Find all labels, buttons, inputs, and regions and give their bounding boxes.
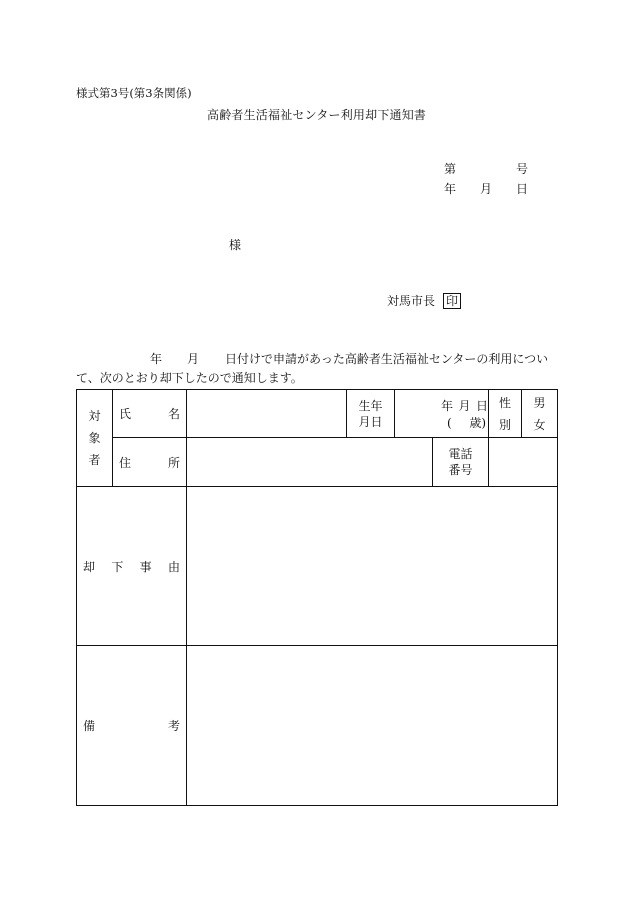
reason-label-char: 事	[139, 559, 152, 574]
issue-year: 年	[444, 182, 457, 196]
application-table	[76, 389, 558, 806]
address-label-char: 所	[167, 455, 180, 470]
subject-label-cell	[77, 390, 113, 487]
form-number: 様式第3号(第3条関係)	[76, 86, 192, 100]
name-field[interactable]	[187, 390, 347, 438]
document-title: 高齢者生活福祉センター利用却下通知書	[207, 108, 427, 122]
body-year: 年	[150, 352, 163, 366]
age-open: (	[446, 415, 452, 430]
birth-date-field[interactable]	[395, 390, 489, 438]
table-row	[77, 390, 558, 438]
birth-year-unit: 年	[441, 398, 454, 413]
reason-label-cell	[77, 487, 187, 646]
phone-label-cell	[433, 438, 489, 487]
issue-date	[444, 180, 528, 197]
sex-option-male[interactable]: 男	[533, 395, 546, 410]
doc-number-suffix: 号	[515, 162, 528, 176]
birth-label-cell	[347, 390, 395, 438]
issuer-title: 対馬市長	[387, 294, 436, 308]
seal-mark: 印	[443, 293, 461, 309]
sex-label-cell	[489, 390, 522, 438]
name-label-char: 名	[167, 407, 180, 421]
recipient-honorific: 様	[229, 238, 242, 252]
reason-label-char: 下	[111, 559, 124, 574]
birth-day-unit: 日	[476, 398, 489, 413]
reason-label-char: 由	[167, 559, 180, 574]
reason-field[interactable]	[187, 487, 558, 646]
doc-number-prefix: 第	[444, 162, 457, 176]
remarks-field[interactable]	[187, 646, 558, 806]
subject-label-char: 対	[88, 409, 101, 423]
issue-month: 月	[479, 182, 492, 196]
address-label-cell	[113, 438, 187, 487]
subject-label-char: 象	[88, 431, 101, 445]
remarks-label-cell	[77, 646, 187, 806]
sex-label-char: 性	[499, 395, 512, 410]
sex-options-cell[interactable]	[522, 390, 558, 438]
sex-option-female[interactable]: 女	[533, 417, 546, 432]
address-label-char: 住	[119, 455, 132, 470]
issuer	[387, 292, 461, 309]
birth-label-line: 生年	[358, 398, 383, 413]
reason-label-char: 却	[83, 559, 96, 574]
phone-label-line: 電話	[448, 447, 473, 461]
body-line-1-text: 日付けで申請があった高齢者生活福祉センターの利用につい	[225, 352, 549, 366]
birth-month-unit: 月	[458, 398, 471, 413]
document-number	[444, 160, 528, 177]
table-row	[77, 438, 558, 487]
body-line-2: て、次のとおり却下したので通知します。	[76, 371, 303, 385]
name-label-char: 氏	[119, 407, 132, 421]
table-row	[77, 487, 558, 646]
subject-label-char: 者	[88, 453, 101, 467]
phone-label-line: 番号	[448, 463, 473, 477]
remarks-label-char: 考	[167, 719, 180, 733]
remarks-label-char: 備	[83, 719, 96, 733]
address-field[interactable]	[187, 438, 433, 487]
table-row	[77, 646, 558, 806]
birth-label-line: 月日	[358, 414, 383, 429]
sex-label-char: 別	[499, 417, 512, 432]
body-month: 月	[187, 352, 200, 366]
phone-field[interactable]	[489, 438, 558, 487]
name-label-cell	[113, 390, 187, 438]
age-unit: 歳)	[469, 415, 487, 430]
issue-day: 日	[515, 182, 528, 196]
